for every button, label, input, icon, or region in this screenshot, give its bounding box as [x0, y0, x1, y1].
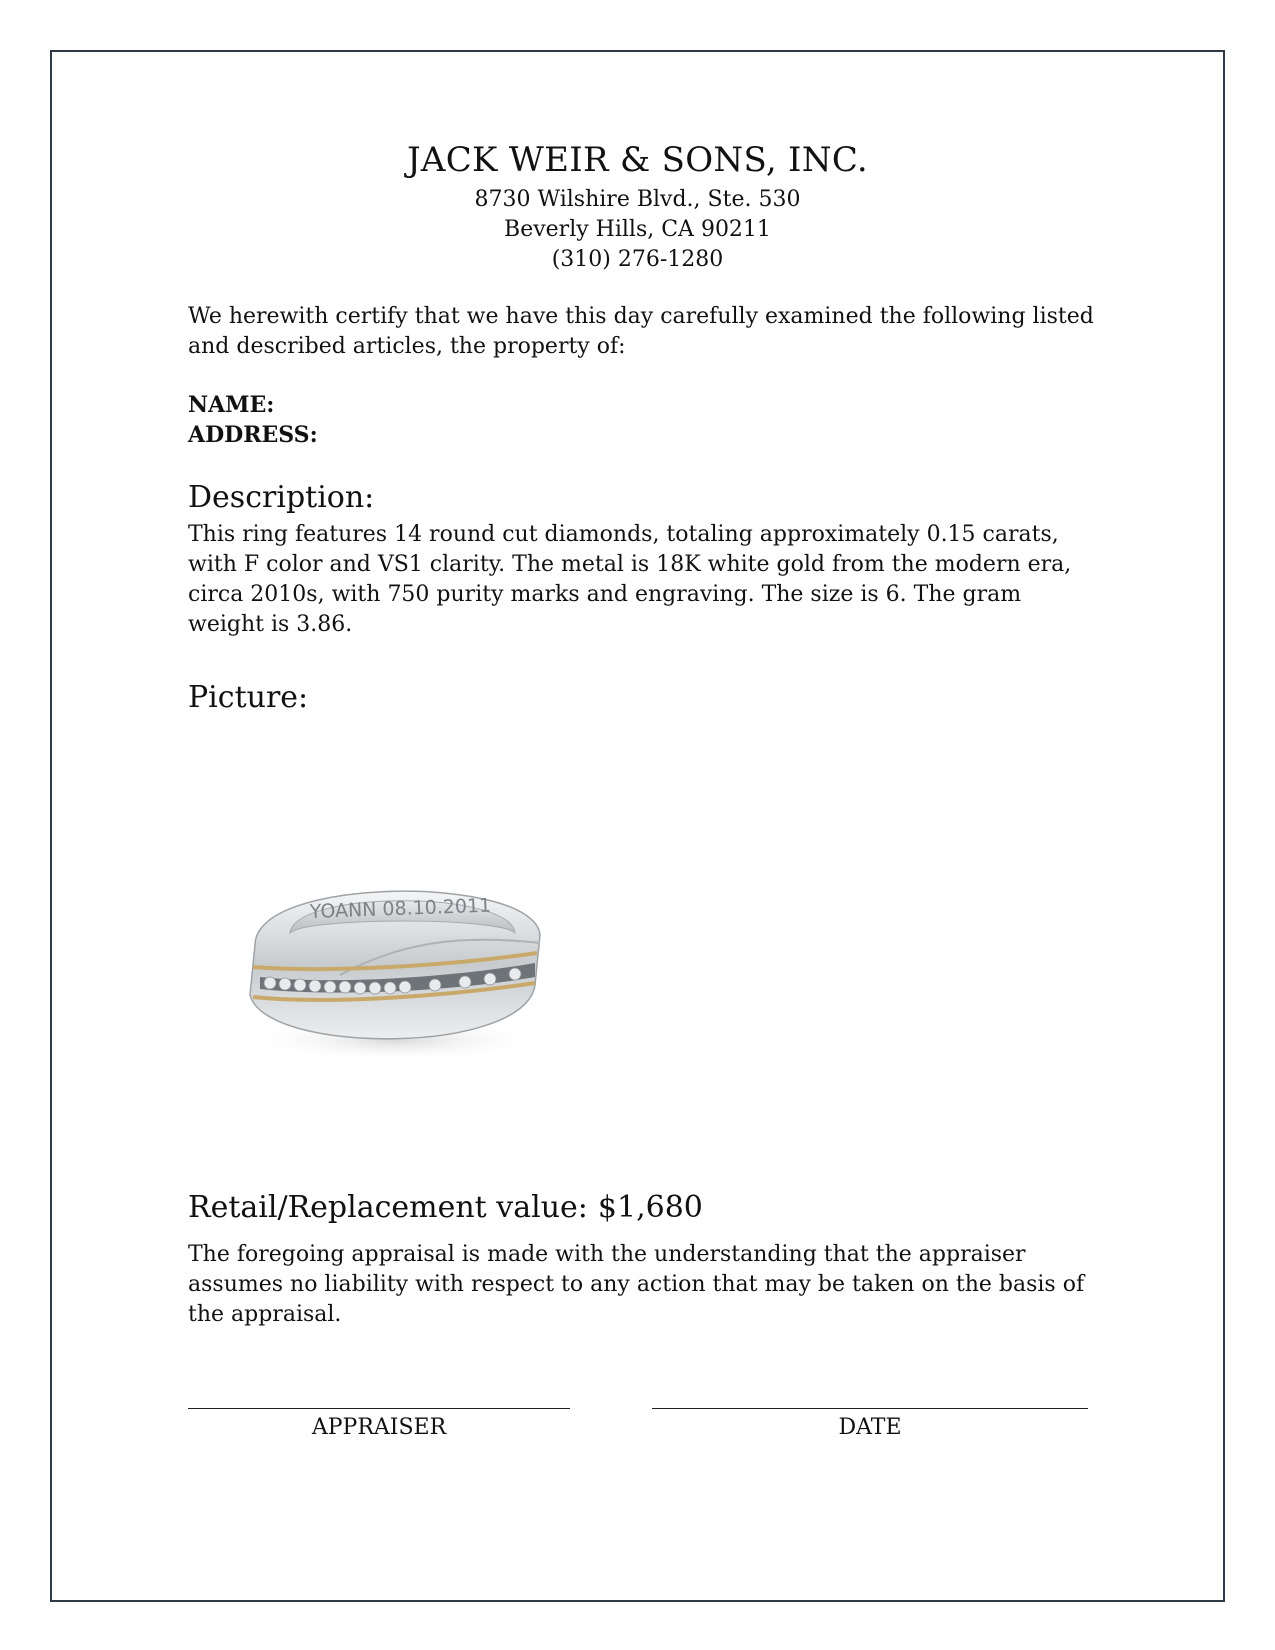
- company-name: JACK WEIR & SONS, INC.: [406, 140, 869, 180]
- disclaimer-text: The foregoing appraisal is made with the understanding that the appraiser assumes no liability with respect to any action that may be taken on the basis of the appraisal.: [188, 1242, 1085, 1327]
- date-signature-line: [652, 1408, 1088, 1409]
- page-border: [50, 50, 1225, 1602]
- ring-image: [235, 855, 565, 1070]
- ring-photo: [235, 855, 565, 1070]
- picture-heading: Picture:: [188, 680, 309, 715]
- company-phone: (310) 276-1280: [551, 247, 724, 272]
- appraiser-signature-line: [188, 1408, 570, 1409]
- ring-engraving: YOANN 08.10.2011: [309, 894, 492, 923]
- description-heading: Description:: [188, 480, 375, 515]
- date-label: DATE: [838, 1415, 902, 1440]
- value-line: [188, 1190, 1098, 1225]
- company-address-line2: Beverly Hills, CA 90211: [504, 217, 771, 242]
- name-label: NAME:: [188, 392, 275, 418]
- appraiser-label: APPRAISER: [311, 1415, 447, 1440]
- address-label: ADDRESS:: [188, 422, 318, 448]
- certification-intro: We herewith certify that we have this day carefully examined the following listed and described articles, the property of:: [188, 304, 1094, 359]
- description-text: This ring features 14 round cut diamonds, totaling approximately 0.15 carats, with F color and VS1 clarity. The metal is 18K white gold from the modern era, circa 2010s, with 750 purity marks and engraving. The size is 6. The gram weight is 3.86.: [188, 522, 1072, 637]
- value-amount: $1,680: [597, 1190, 703, 1225]
- value-label: Retail/Replacement value:: [188, 1190, 588, 1225]
- company-address-line1: 8730 Wilshire Blvd., Ste. 530: [474, 187, 801, 212]
